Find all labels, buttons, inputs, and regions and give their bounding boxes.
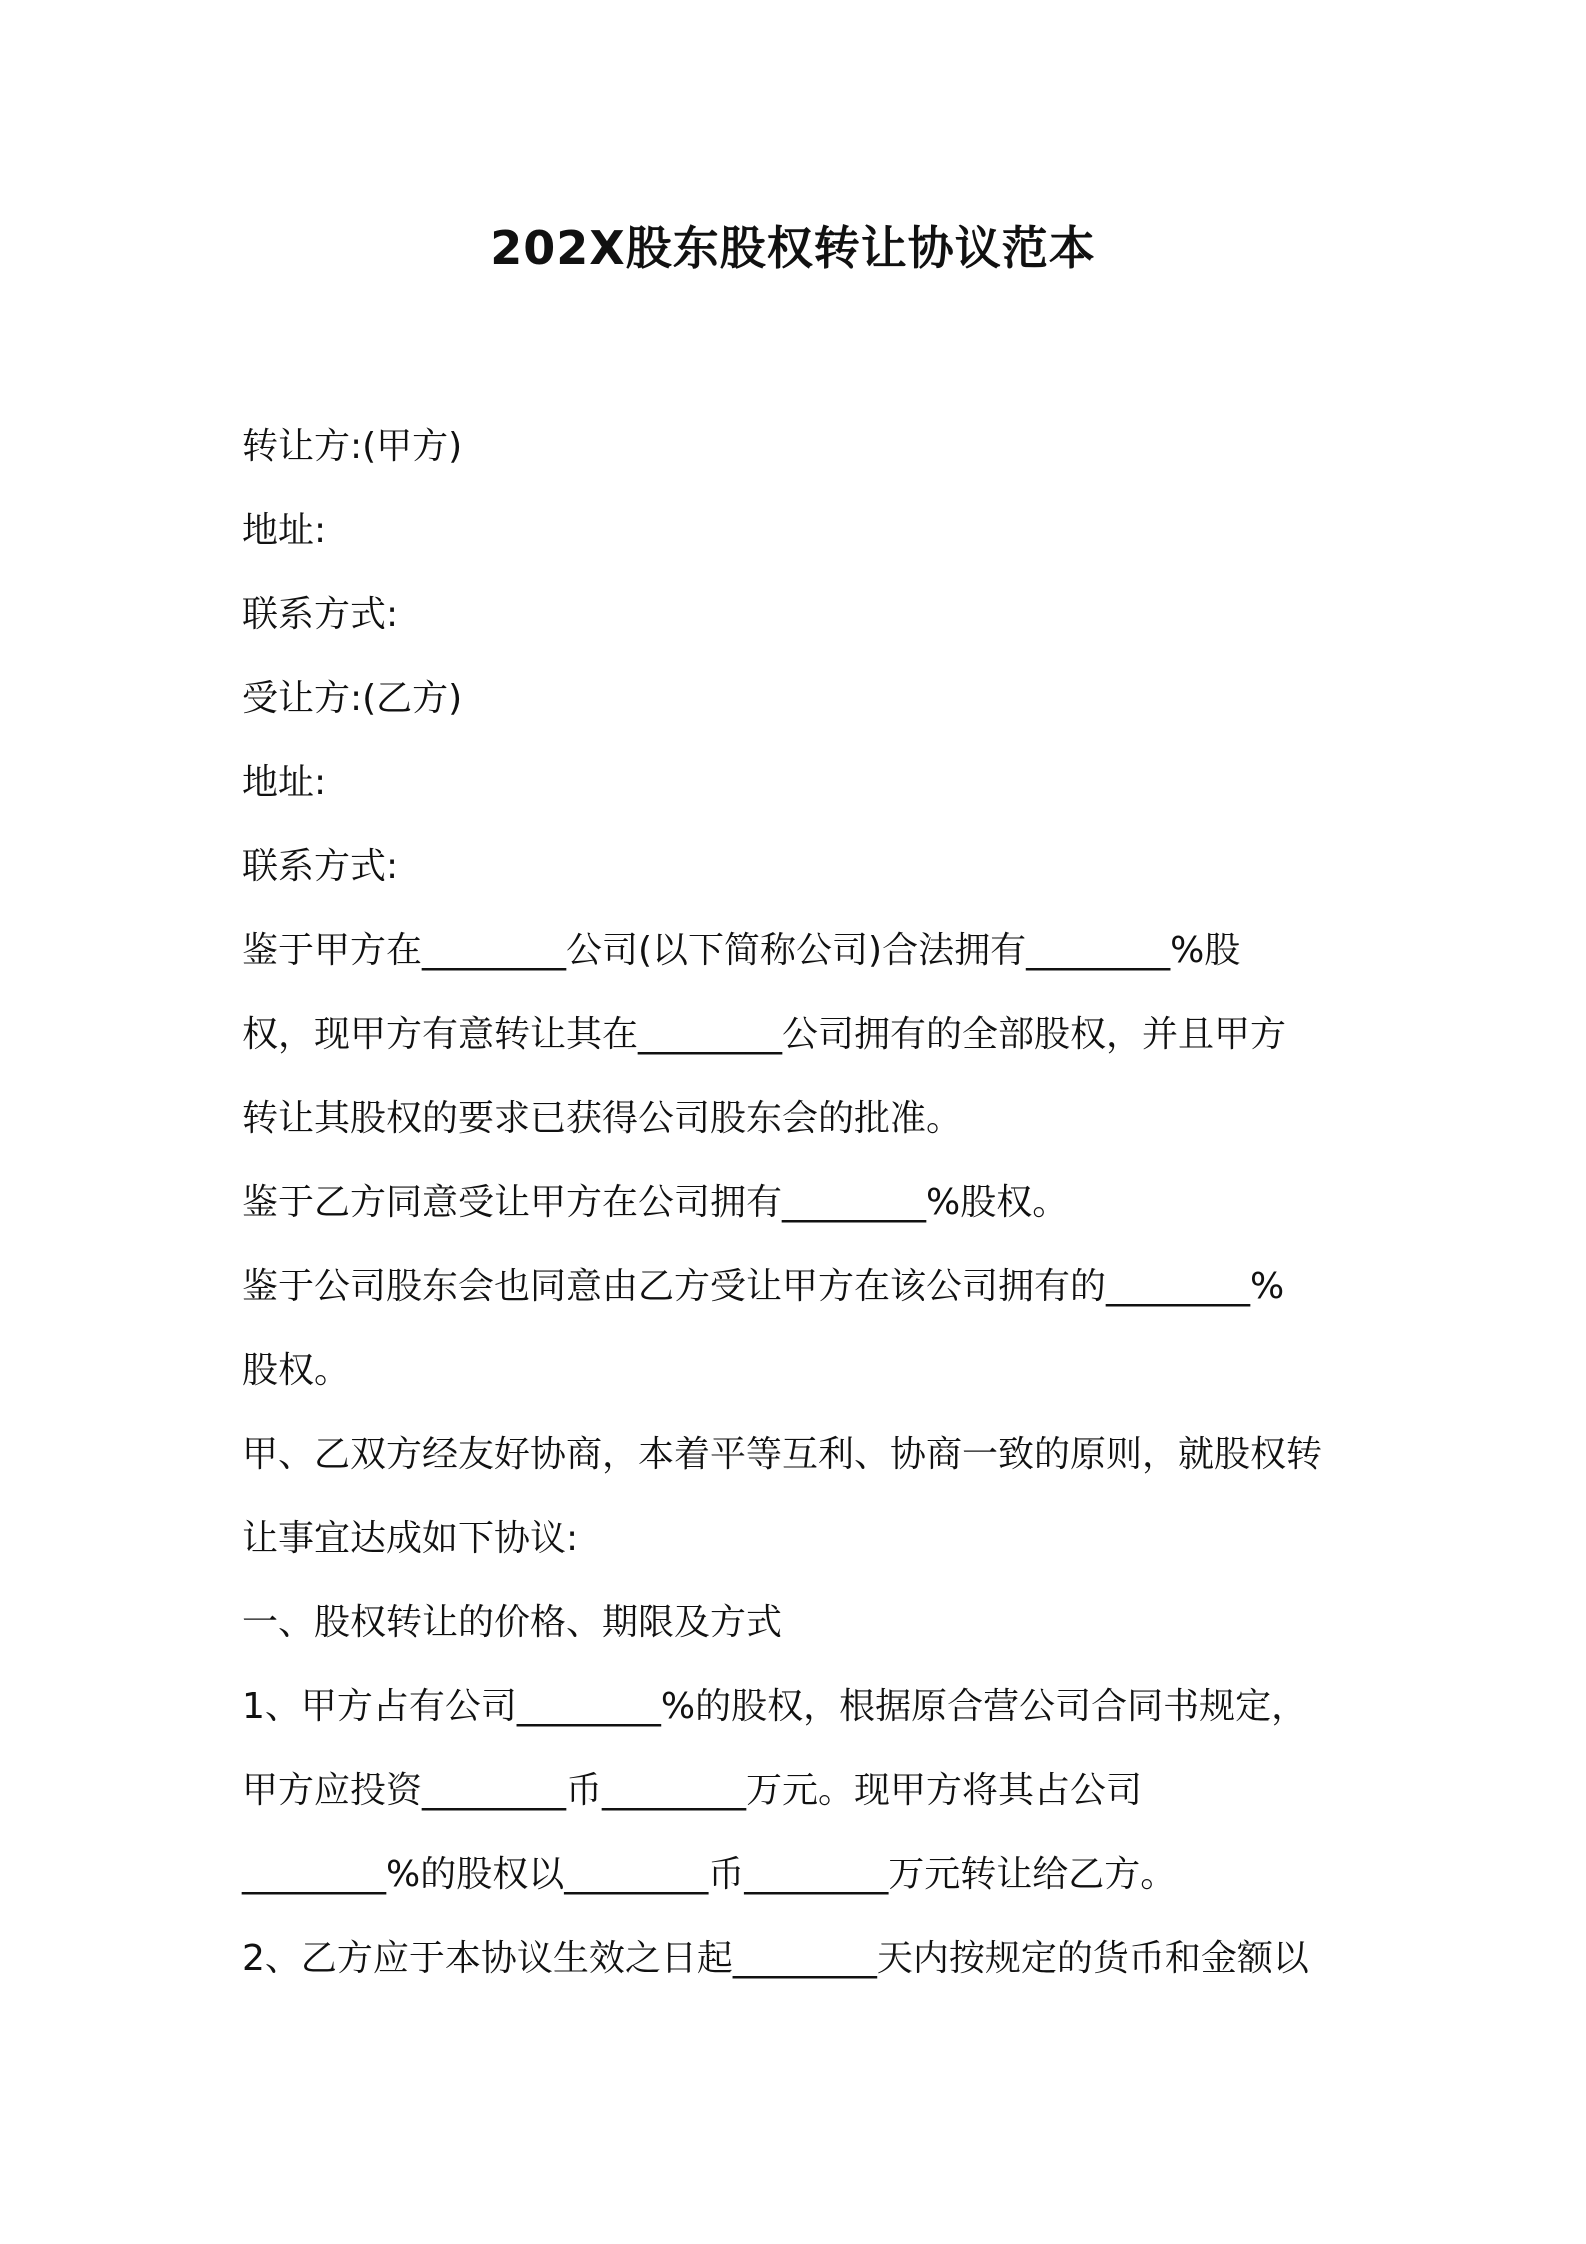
transferor-contact-label: 联系方式:	[242, 594, 399, 635]
transferee-label: 受让方:(乙方)	[242, 678, 463, 719]
document-title: 202X股东股权转让协议范本	[490, 221, 1096, 275]
clause-line: 1、甲方占有公司________%的股权，根据原合营公司合同书规定，	[242, 1686, 1308, 1727]
clause-line: ________%的股权以________币________万元转让给乙方。	[242, 1854, 1177, 1895]
transferee-contact-label: 联系方式:	[242, 846, 399, 887]
clause-line: 甲方应投资________币________万元。现甲方将其占公司	[242, 1770, 1143, 1811]
recital-paragraph-line: 鉴于甲方在________公司(以下简称公司)合法拥有________%股	[242, 930, 1241, 971]
recital-paragraph-line: 鉴于乙方同意受让甲方在公司拥有________%股权。	[242, 1182, 1069, 1223]
recital-paragraph-line: 鉴于公司股东会也同意由乙方受让甲方在该公司拥有的________%	[242, 1266, 1285, 1307]
section-heading: 一、股权转让的价格、期限及方式	[242, 1602, 783, 1643]
recital-paragraph-line: 转让其股权的要求已获得公司股东会的批准。	[242, 1098, 963, 1139]
transferor-address-label: 地址:	[242, 510, 327, 551]
document-body	[242, 405, 1352, 2001]
transferor-label: 转让方:(甲方)	[242, 426, 463, 467]
recital-paragraph-line: 股权。	[242, 1350, 351, 1391]
clause-line: 2、乙方应于本协议生效之日起________天内按规定的货币和金额以	[242, 1938, 1309, 1979]
agreement-intro-line: 甲、乙双方经友好协商，本着平等互利、协商一致的原则，就股权转	[242, 1434, 1323, 1475]
recital-paragraph-line: 权，现甲方有意转让其在________公司拥有的全部股权，并且甲方	[242, 1014, 1287, 1055]
transferee-address-label: 地址:	[242, 762, 327, 803]
agreement-intro-line: 让事宜达成如下协议:	[242, 1518, 579, 1559]
